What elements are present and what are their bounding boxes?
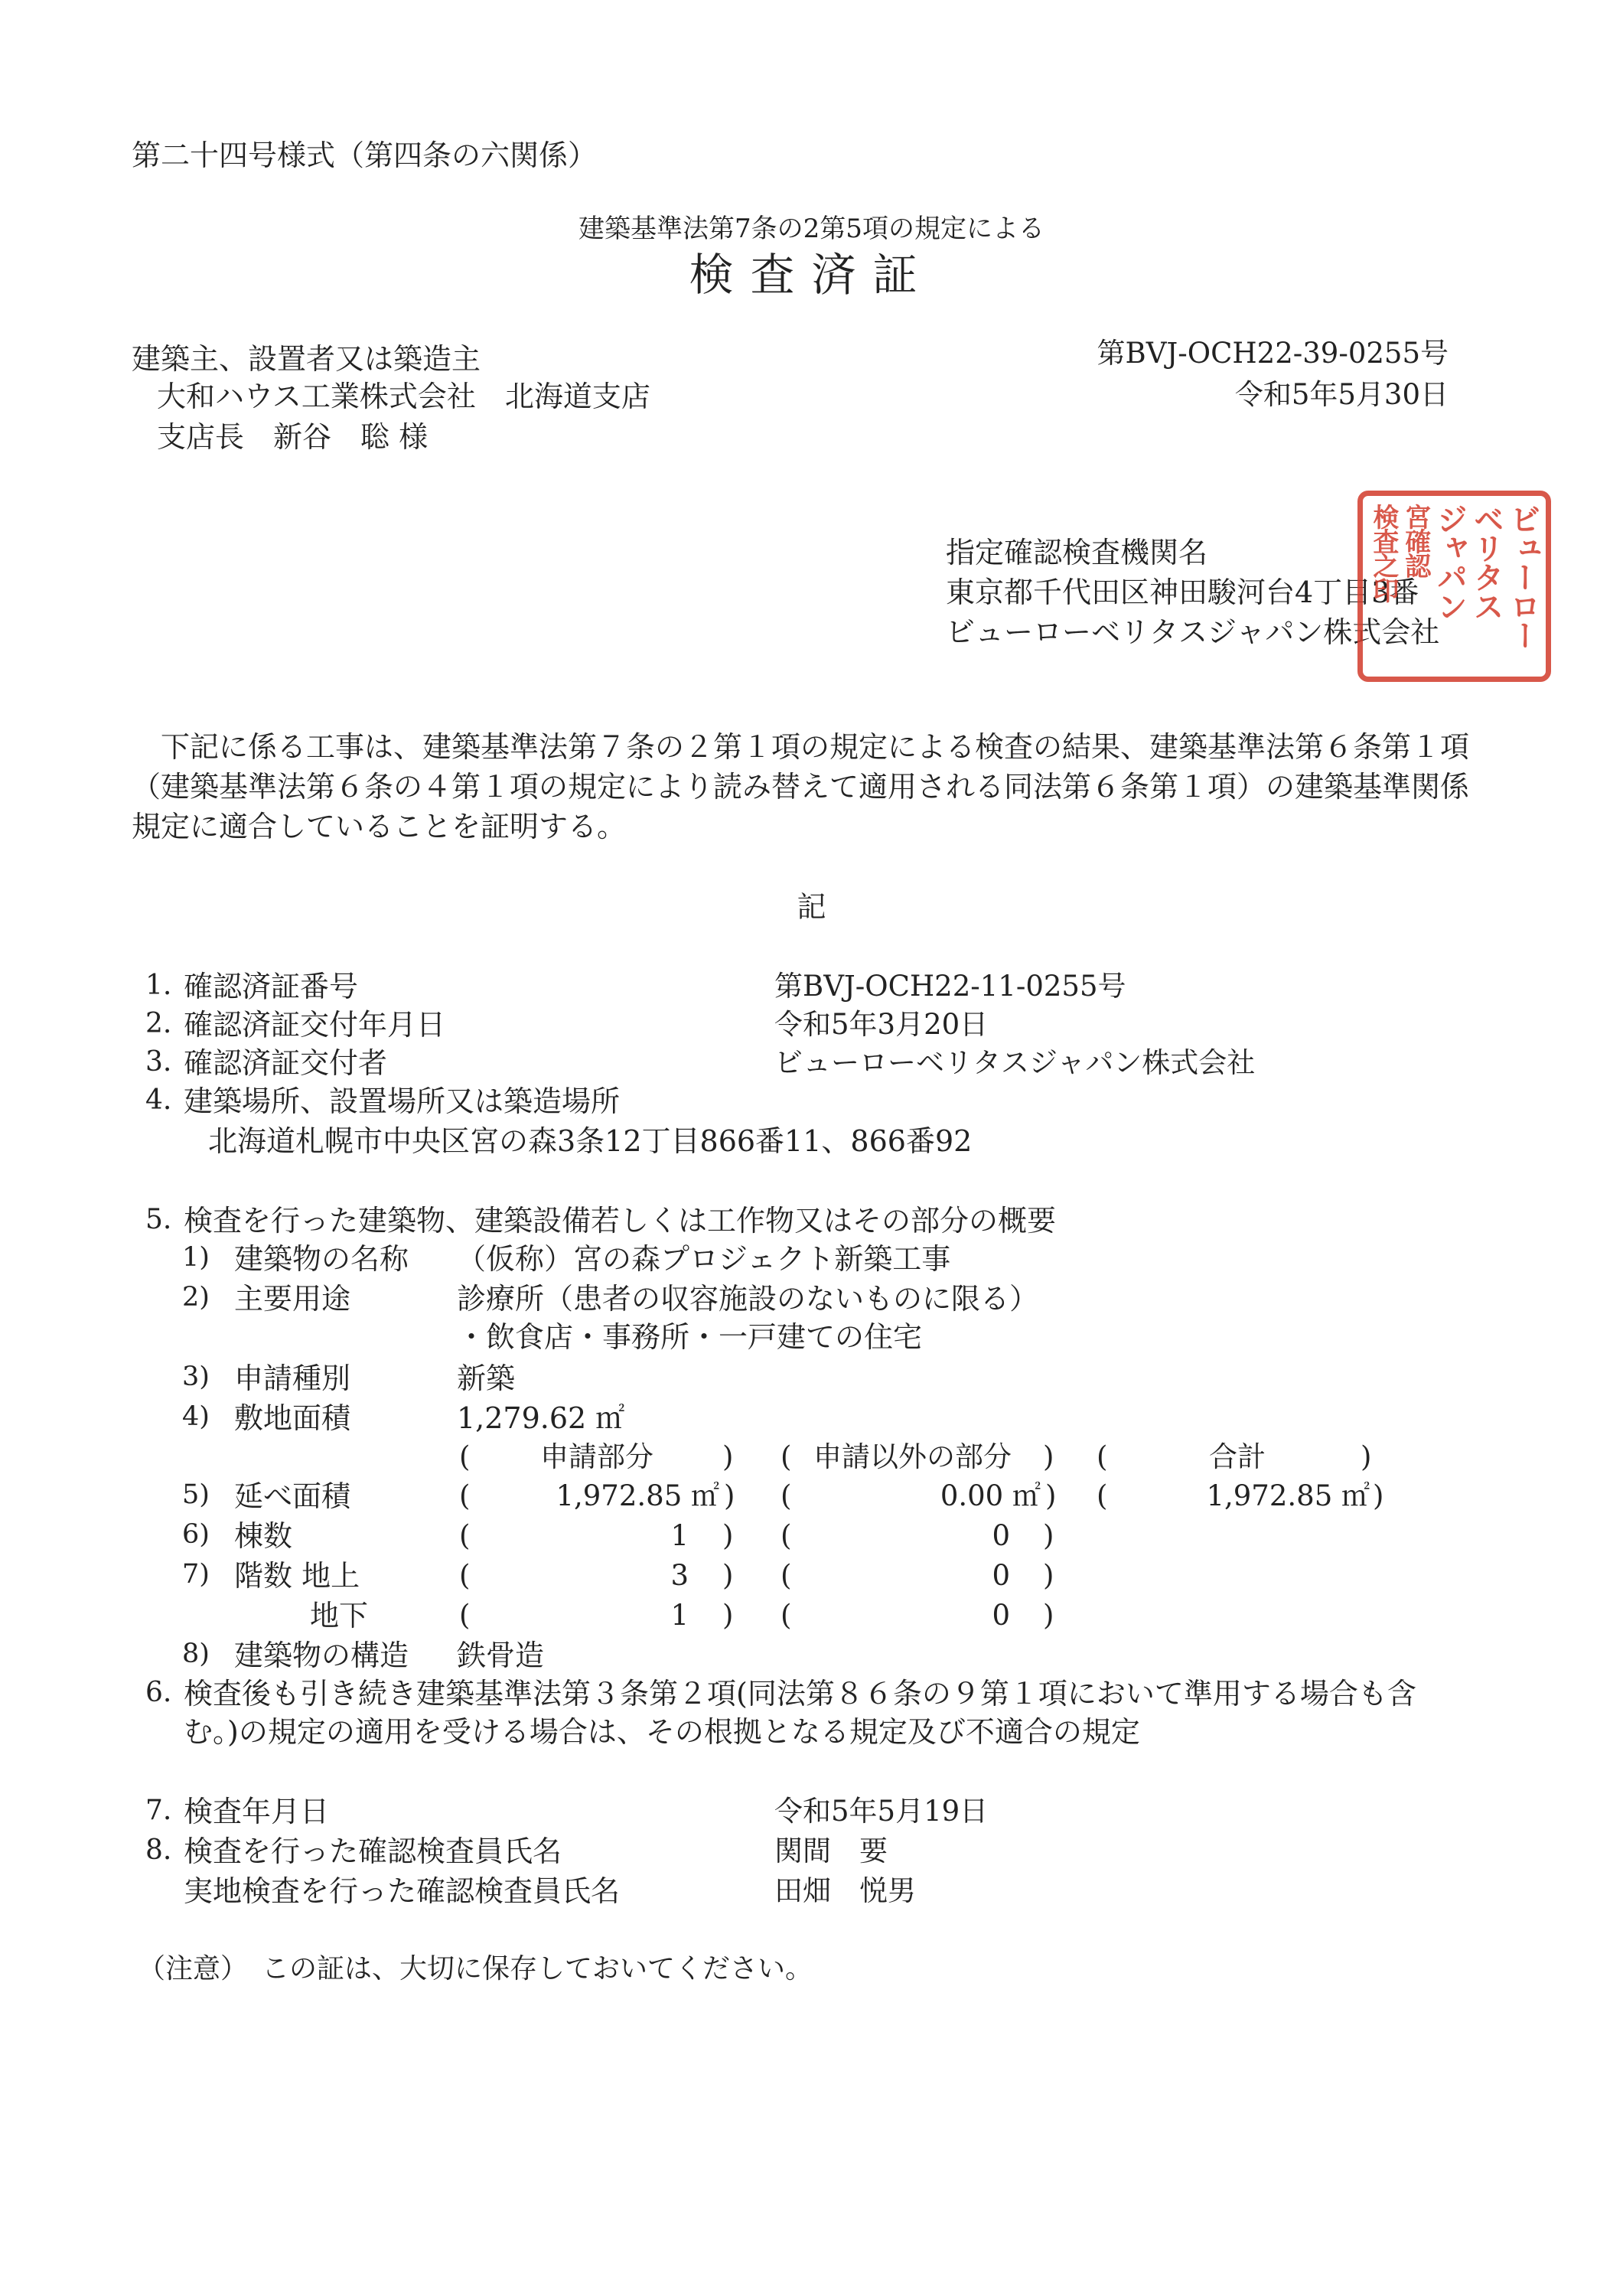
sub-item-label: 延べ面積 (234, 1479, 351, 1513)
paren: ( (459, 1479, 471, 1512)
sub-item-number: 6) (182, 1519, 210, 1550)
agency-address: 東京都千代田区神田駿河台4丁目3番 (946, 576, 1419, 609)
paren: ( (781, 1559, 792, 1592)
item-label: 検査を行った建築物、建築設備若しくは工作物又はその部分の概要 (184, 1204, 1057, 1238)
column-header: 申請以外の部分 (813, 1440, 1012, 1473)
sub-item-value: （仮称）宮の森プロジェクト新築工事 (457, 1242, 951, 1276)
paren: ) (722, 1519, 734, 1552)
issue-date: 令和5年5月30日 (1234, 378, 1449, 411)
count-other: 0 (992, 1519, 1010, 1552)
area-other: 0.00 ㎡ (940, 1479, 1041, 1512)
paren: ( (1097, 1440, 1108, 1473)
paren: ( (781, 1440, 792, 1473)
item-number: 6. (145, 1677, 172, 1708)
ki-heading: 記 (797, 890, 826, 924)
sub-item-label: 主要用途 (234, 1282, 351, 1316)
floors-below-other: 0 (992, 1599, 1010, 1632)
paren: ) (1043, 1599, 1054, 1632)
floors-above-other: 0 (992, 1559, 1010, 1592)
paren: ( (459, 1440, 471, 1473)
sub-item-number: 2) (182, 1282, 210, 1313)
recipient-person: 支店長 新谷 聡 様 (157, 420, 429, 454)
sub-item-number: 8) (182, 1639, 210, 1669)
item-label: 実地検査を行った確認検査員氏名 (184, 1874, 621, 1908)
sub-item-value: 診療所（患者の収容施設のないものに限る） (457, 1282, 1039, 1316)
sub-item-number: 4) (182, 1401, 210, 1432)
paren: ( (1097, 1479, 1108, 1512)
item-value: 北海道札幌市中央区宮の森3条12丁目866番11、866番92 (208, 1124, 973, 1158)
paren: ( (459, 1519, 471, 1552)
form-number: 第二十四号様式（第四条の六関係） (132, 139, 598, 172)
paren: ( (781, 1519, 792, 1552)
sub-item-number: 5) (182, 1479, 210, 1510)
sub-item-number: 7) (182, 1559, 210, 1590)
paren: ) (1043, 1559, 1054, 1592)
paren: ) (1043, 1519, 1054, 1552)
item-value: ビューローベリタスジャパン株式会社 (774, 1046, 1256, 1079)
item-number: 3. (145, 1046, 172, 1078)
item-label: 検査後も引き続き建築基準法第３条第２項(同法第８６条の９第１項において準用する場合も含 (184, 1677, 1416, 1711)
item-number: 2. (145, 1008, 172, 1039)
sub-item-value: 新築 (457, 1362, 516, 1395)
official-seal-stamp (1357, 491, 1551, 682)
law-reference: 建築基準法第7条の2第5項の規定による (578, 214, 1045, 244)
stamp-text: ベリタス (1468, 504, 1505, 620)
sub-item-value: 鉄骨造 (457, 1639, 545, 1672)
item-label: む。)の規定の適用を受ける場合は、その根拠となる規定及び不適合の規定 (184, 1715, 1140, 1749)
paren: ( (459, 1599, 471, 1632)
stamp-text: 宮確認 (1400, 504, 1431, 577)
item-label: 検査を行った確認検査員氏名 (184, 1835, 562, 1868)
sub-item-label: 申請種別 (234, 1362, 351, 1395)
paren: ) (724, 1479, 735, 1512)
stamp-text: ビューロー (1505, 504, 1542, 649)
item-label: 確認済証番号 (184, 970, 359, 1003)
column-header: 申請部分 (540, 1440, 653, 1473)
sub-item-value: 1,279.62 ㎡ (457, 1401, 625, 1435)
item-number: 5. (145, 1204, 172, 1235)
paren: ) (722, 1599, 734, 1632)
stamp-text: 検査之印 (1367, 504, 1399, 602)
column-header: 合計 (1209, 1440, 1266, 1473)
certificate-number: 第BVJ-OCH22-39-0255号 (1097, 337, 1449, 370)
certification-statement: 下記に係る工事は、建築基準法第７条の２第１項の規定による検査の結果、建築基準法第６条第１項（建築基準法第６条の４第１項の規定により読み替えて適用される同法第６条第１項）の建築基準関係規定に適合していることを証明する。 (132, 730, 1470, 843)
item-label: 確認済証交付者 (184, 1046, 388, 1080)
item-value: 田畑 悦男 (774, 1874, 916, 1907)
sub-item-number: 1) (182, 1242, 210, 1273)
paren: ( (459, 1559, 471, 1592)
item-number: 1. (145, 970, 172, 1001)
item-number: 7. (145, 1795, 172, 1826)
sub-item-label: 地下 (310, 1599, 369, 1632)
stamp-text: ジャパン (1432, 504, 1468, 620)
sub-item-number: 3) (182, 1362, 210, 1392)
sub-item-label: 敷地面積 (234, 1401, 351, 1435)
area-applied: 1,972.85 ㎡ (556, 1479, 719, 1512)
sub-item-label: 建築物の名称 (234, 1242, 409, 1276)
item-value: 関間 要 (774, 1835, 888, 1867)
paren: ( (781, 1479, 792, 1512)
paren: ) (1043, 1440, 1054, 1473)
item-number: 8. (145, 1835, 172, 1866)
agency-name: ビューローベリタスジャパン株式会社 (946, 615, 1440, 649)
floors-below-applied: 1 (670, 1599, 689, 1632)
recipient-company: 大和ハウス工業株式会社 北海道支店 (157, 380, 650, 413)
paren: ( (781, 1599, 792, 1632)
item-label: 検査年月日 (184, 1795, 330, 1828)
paren: ) (1045, 1479, 1057, 1512)
item-number: 4. (145, 1084, 172, 1116)
item-value: 第BVJ-OCH22-11-0255号 (774, 970, 1126, 1003)
note: （注意） この証は、大切に保存しておいてください。 (138, 1953, 813, 1985)
recipient-label: 建築主、設置者又は築造主 (132, 342, 481, 376)
sub-item-label: 階数 地上 (234, 1559, 360, 1593)
area-total: 1,972.85 ㎡ (1206, 1479, 1370, 1512)
document-title: 検査済証 (689, 249, 934, 301)
floors-above-applied: 3 (670, 1559, 689, 1592)
item-value: 令和5年5月19日 (774, 1795, 989, 1828)
item-label: 建築場所、設置場所又は築造場所 (184, 1084, 621, 1118)
paren: ) (1361, 1440, 1372, 1473)
paren: ) (722, 1559, 734, 1592)
paren: ) (1373, 1479, 1384, 1512)
count-applied: 1 (670, 1519, 689, 1552)
sub-item-label: 棟数 (234, 1519, 293, 1553)
item-label: 確認済証交付年月日 (184, 1008, 446, 1042)
sub-item-label: 建築物の構造 (234, 1639, 409, 1672)
sub-item-value: ・飲食店・事務所・一戸建ての住宅 (457, 1320, 923, 1354)
agency-label: 指定確認検査機関名 (946, 536, 1208, 569)
paren: ) (722, 1440, 734, 1473)
item-value: 令和5年3月20日 (774, 1008, 989, 1041)
